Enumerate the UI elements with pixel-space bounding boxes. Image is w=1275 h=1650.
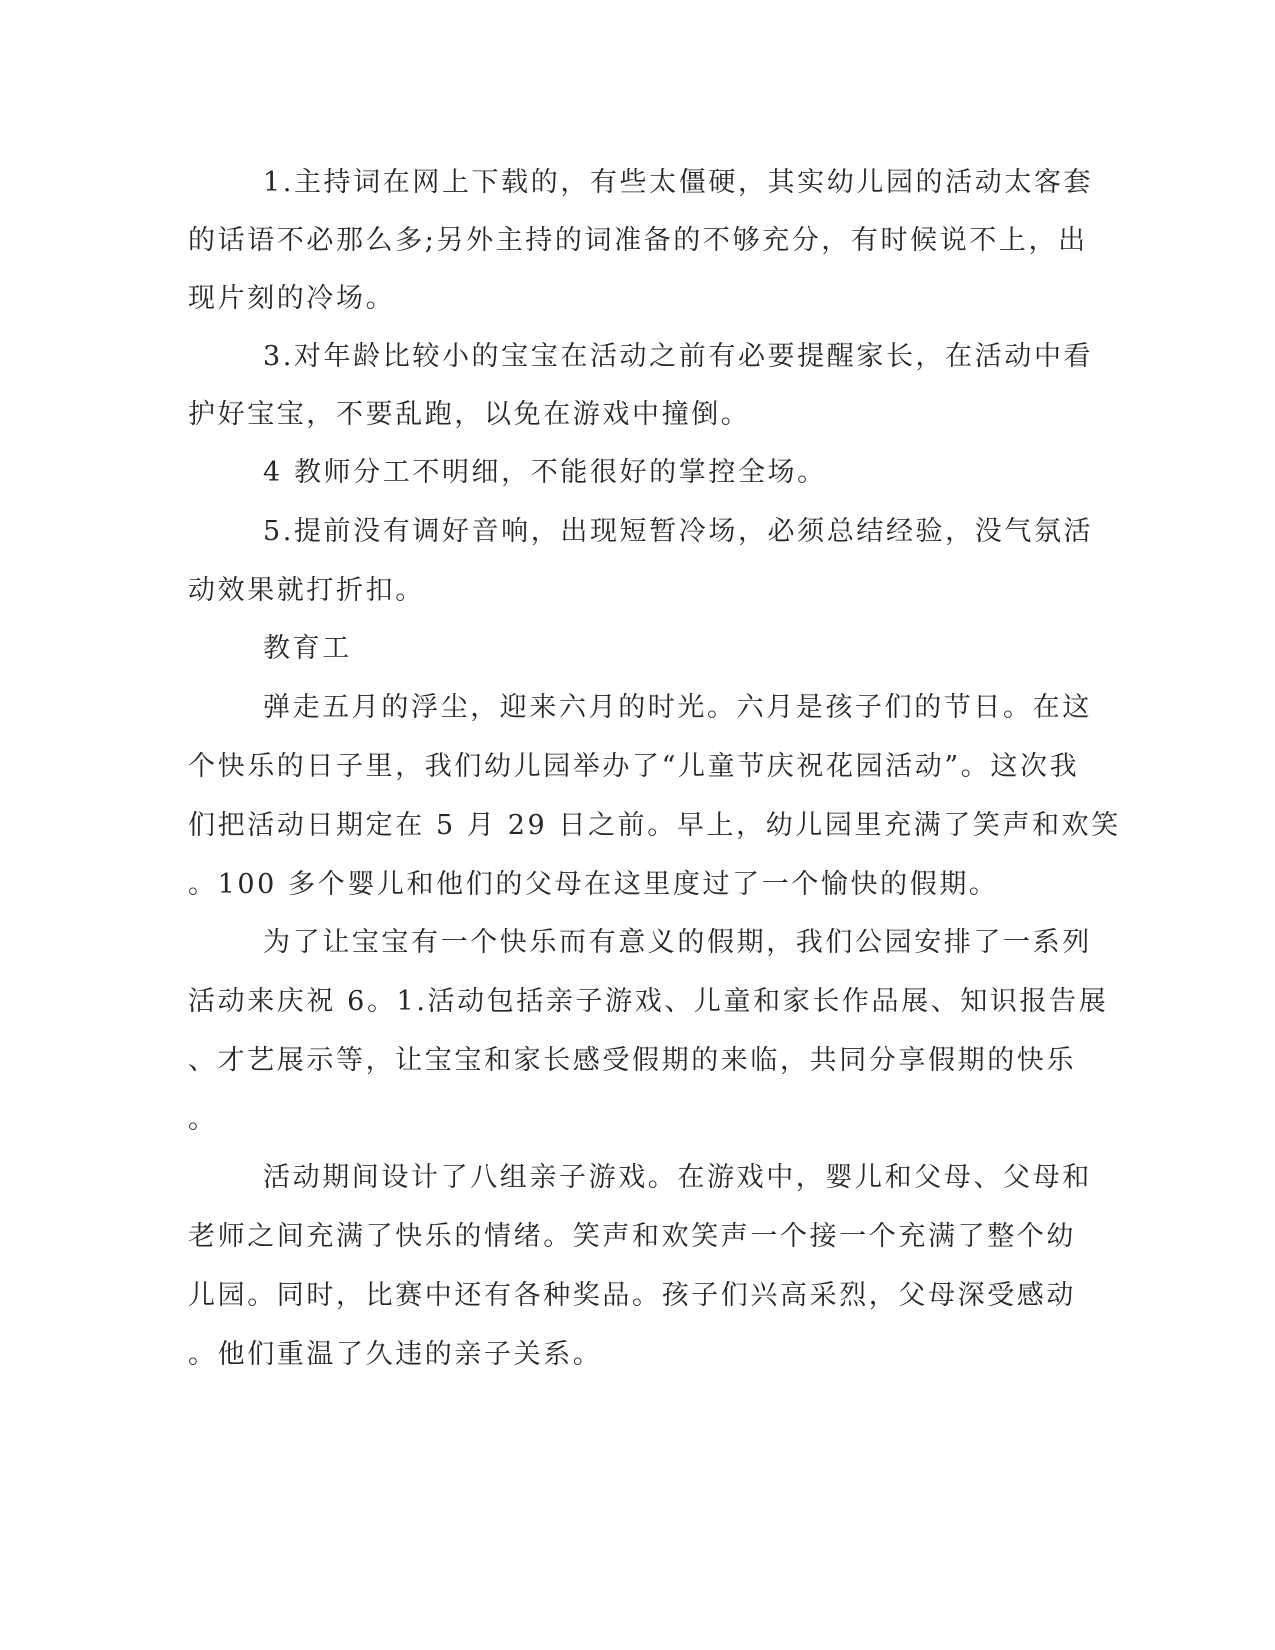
text-line: 们把活动日期定在 5 月 29 日之前。早上，幼儿园里充满了笑声和欢笑 <box>188 810 1121 841</box>
text-line: 儿园。同时，比赛中还有各种奖品。孩子们兴高采烈，父母深受感动 <box>188 1280 1076 1311</box>
text-line: 活动来庆祝 6。1.活动包括亲子游戏、儿童和家长作品展、知识报告展 <box>188 986 1109 1017</box>
text-line: 老师之间充满了快乐的情绪。笑声和欢笑声一个接一个充满了整个幼 <box>188 1221 1076 1252</box>
text-line: 1.主持词在网上下载的，有些太僵硬，其实幼儿园的活动太客套 <box>263 167 1094 198</box>
text-line: 弹走五月的浮尘，迎来六月的时光。六月是孩子们的节日。在这 <box>263 692 1092 723</box>
text-line: 个快乐的日子里，我们幼儿园举办了“儿童节庆祝花园活动”。这次我 <box>188 751 1080 782</box>
text-line: 现片刻的冷场。 <box>188 283 396 314</box>
text-line: 4 教师分工不明细，不能很好的掌控全场。 <box>263 457 827 488</box>
text-line: 为了让宝宝有一个快乐而有意义的假期，我们公园安排了一系列 <box>263 927 1092 958</box>
text-line: 。 <box>188 1104 218 1135</box>
text-line: 护好宝宝，不要乱跑，以免在游戏中撞倒。 <box>188 399 751 430</box>
section-heading: 教育工 <box>263 633 352 664</box>
text-line: 5.提前没有调好音响，出现短暂冷场，必须总结经验，没气氛活 <box>263 516 1094 547</box>
text-line: 活动期间设计了八组亲子游戏。在游戏中，婴儿和父母、父母和 <box>263 1162 1092 1193</box>
text-line: 。100 多个婴儿和他们的父母在这里度过了一个愉快的假期。 <box>188 869 999 900</box>
text-line: 。他们重温了久违的亲子关系。 <box>188 1339 603 1370</box>
text-line: 动效果就打折扣。 <box>188 575 425 606</box>
text-line: 、才艺展示等，让宝宝和家长感受假期的来临，共同分享假期的快乐 <box>188 1045 1076 1076</box>
text-line: 的话语不必那么多;另外主持的词准备的不够充分，有时候说不上，出 <box>188 225 1088 256</box>
text-line: 3.对年龄比较小的宝宝在活动之前有必要提醒家长，在活动中看 <box>263 341 1094 372</box>
